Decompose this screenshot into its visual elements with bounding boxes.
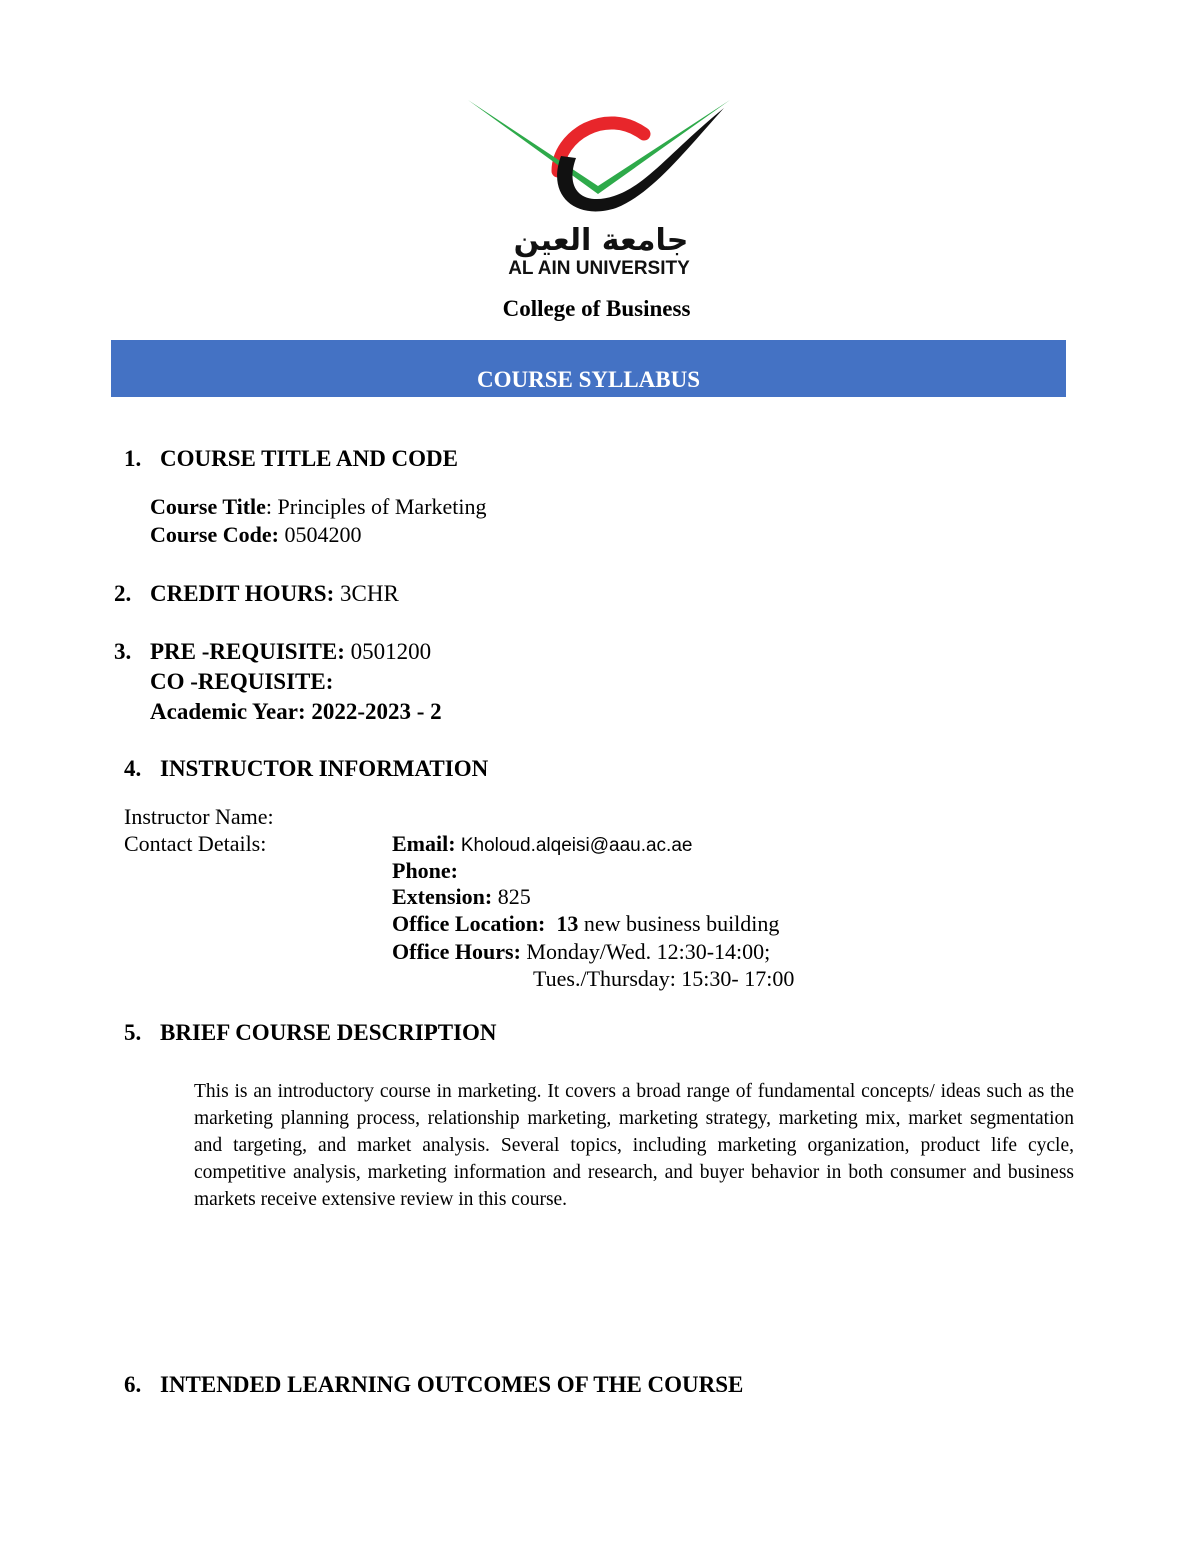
phone-line: Phone: — [392, 858, 458, 883]
email-link[interactable]: Kholoud.alqeisi@aau.ac.ae — [455, 835, 693, 856]
credit-hours-line: 2. CREDIT HOURS: 3CHR — [114, 581, 399, 606]
syllabus-banner — [111, 340, 1066, 397]
instructor-name-label: Instructor Name: — [124, 804, 274, 829]
course-code-line: Course Code: 0504200 — [150, 522, 362, 547]
office-hours-line-2: Tues./Thursday: 15:30- 17:00 — [533, 966, 795, 991]
logo-arabic-text: جامعة العين — [513, 223, 689, 258]
contact-details-label: Contact Details: — [124, 831, 267, 856]
logo-english-text: AL AIN UNIVERSITY — [508, 258, 690, 279]
university-logo — [466, 96, 736, 281]
section-1-heading: 1. COURSE TITLE AND CODE — [124, 446, 459, 471]
corequisite-line: CO -REQUISITE: — [150, 669, 334, 694]
section-6-heading: 6. INTENDED LEARNING OUTCOMES OF THE COURSE — [124, 1372, 744, 1397]
section-5-heading: 5. BRIEF COURSE DESCRIPTION — [124, 1020, 497, 1045]
logo-emblem-icon — [466, 96, 736, 281]
email-line: Email: Kholoud.alqeisi@aau.ac.ae — [392, 831, 693, 856]
academic-year-line: Academic Year: 2022-2023 - 2 — [150, 699, 442, 724]
college-name: College of Business — [502, 296, 691, 321]
course-description: This is an introductory course in marketing. It covers a broad range of fundamental concepts/ ideas such as the marketing planning process, relationship marketing, marketing strategy, marketing mix, market segmentation and targeting, and market analysis. Several topics, including marketing organization, product life cycle, competitive analysis, marketing information and research, and buyer behavior in both consumer and business markets receive extensive review in this course. — [194, 1081, 1074, 1210]
office-hours-line: Office Hours: Monday/Wed. 12:30-14:00; — [392, 939, 771, 964]
section-4-heading: 4. INSTRUCTOR INFORMATION — [124, 756, 489, 781]
course-title-line: Course Title: Principles of Marketing — [150, 494, 487, 519]
prerequisite-line: 3. PRE -REQUISITE: 0501200 — [114, 639, 432, 664]
office-location-line: Office Location: 13 new business building — [392, 911, 780, 936]
extension-line: Extension: 825 — [392, 884, 531, 909]
banner-title: COURSE SYLLABUS — [476, 367, 701, 392]
